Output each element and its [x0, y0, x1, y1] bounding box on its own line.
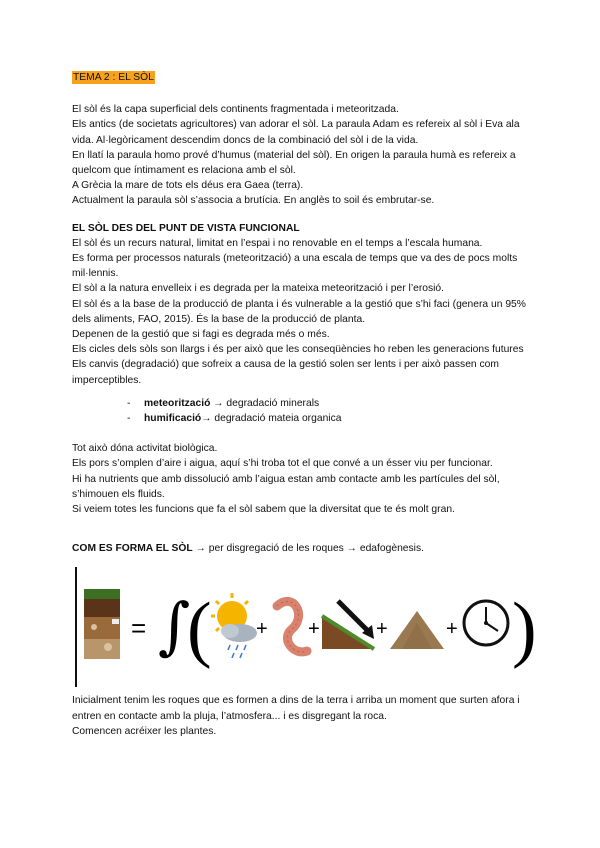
list-rest: → degradació minerals [210, 397, 320, 409]
sun-rain-icon [211, 593, 257, 658]
earthworm-icon [277, 602, 307, 653]
list-dash: - [127, 397, 131, 409]
functional-line-4: El sòl és a la base de la producció de planta i és vulnerable a la gestió que s’hi faci (genera un 95% dels aliments, FAO, 2015). És la base de la producció de planta. [72, 298, 526, 325]
list-dash: - [127, 413, 131, 425]
plus-2: + [308, 618, 320, 641]
functional-line-3: El sòl a la natura envelleix i es degrada per la mateixa meteorització i per l’erosió. [72, 283, 445, 295]
plus-1: + [256, 618, 268, 641]
formation-heading-line [72, 541, 530, 556]
plus-4: + [446, 618, 458, 641]
erosion-slope-icon [322, 601, 374, 649]
list-item [127, 396, 530, 411]
functional-line-1: El sòl és un recurs natural, limitat en l’espai i no renovable en el temps a l’escala humana. [72, 237, 483, 249]
functional-line-7: Els canvis (degradació) que sofreix a causa de la gestió solen ser lents i per això passen com imperceptibles. [72, 359, 499, 386]
open-paren: ( [187, 588, 212, 671]
formation-line-2: Comencen acréixer les plantes. [72, 725, 217, 737]
list-item [127, 411, 530, 426]
formation-rest: → per disgregació de les roques → edafogènesis. [192, 543, 424, 555]
list-term: meteorització [144, 397, 211, 409]
formation-line-1: Inicialment tenim les roques que es formen a dins de la terra i arriba un moment que surten afora i entren en contacte amb la pluja, l’atmosfera... i es disgregant la roca. [72, 695, 520, 722]
intro-line-1: El sòl és la capa superficial dels continents fragmentada i meteoritzada. [72, 104, 399, 116]
after-line-2: Els pors s’omplen d’aire i aigua, aquí s’hi troba tot el que convé a un ésser viu per funcionar. [72, 458, 493, 470]
clock-icon [464, 601, 508, 645]
page-title [72, 70, 530, 85]
section-heading-formation: COM ES FORMA EL SÒL [72, 543, 193, 555]
equals-sign: = [131, 613, 147, 644]
formula-left-bar [75, 567, 77, 687]
functional-line-6: Els cicles dels sòls son llargs i és per això que les conseqüències ho reben les generacions futures [72, 344, 524, 356]
intro-line-3: En llatí la paraula homo prové d’humus (material del sòl). En origen la paraula humà es refereix a quelcom que íntimament es relaciona amb el sòl. [72, 149, 516, 177]
intro-line-4: A Grècia la mare de tots els déus era Gaea (terra). [72, 180, 304, 192]
intro-line-5: Actualment la paraula sòl s’associa a brutícia. En anglès to soil és embrutar-se. [72, 195, 435, 207]
soil-profile-icon [84, 589, 120, 659]
intro-line-2: Els antics (de societats agricultores) van adorar el sòl. La paraula Adam es refereix al sòl i Eva ala vida. Al·legòricament descendim doncs de la combinació del sòl i de la vida. [72, 119, 520, 146]
functional-line-2: Es forma per processos naturals (meteorització) a una escala de temps que va des de pocs molts mil·lennis. [72, 253, 518, 280]
integral-sign: ∫ [158, 589, 191, 663]
process-list [72, 396, 530, 426]
after-line-4: Si veiem totes les funcions que fa el sòl sabem que la diversitat que te és molt gran. [72, 504, 455, 516]
section-heading-functional: EL SÒL DES DEL PUNT DE VISTA FUNCIONAL [72, 222, 300, 234]
sand-pile-icon [390, 611, 444, 649]
plus-3: + [376, 618, 388, 641]
list-rest: → degradació mateia organica [201, 413, 342, 425]
close-paren: ) [512, 588, 537, 671]
list-term: humificació [144, 413, 202, 425]
title-highlight: TEMA 2 : EL SÒL [73, 72, 154, 83]
after-line-3: Hi ha nutrients que amb dissolució amb l’aigua estan amb contacte amb les partícules del sòl, s’himouen els fluids. [72, 473, 500, 500]
after-line-1: Tot això dóna activitat biològica. [72, 443, 218, 455]
functional-line-5: Depenen de la gestió que si fagi es degrada més o més. [72, 329, 330, 341]
formula-illustration [72, 561, 537, 693]
document-page [72, 70, 537, 739]
soil-formation-formula [72, 561, 537, 693]
